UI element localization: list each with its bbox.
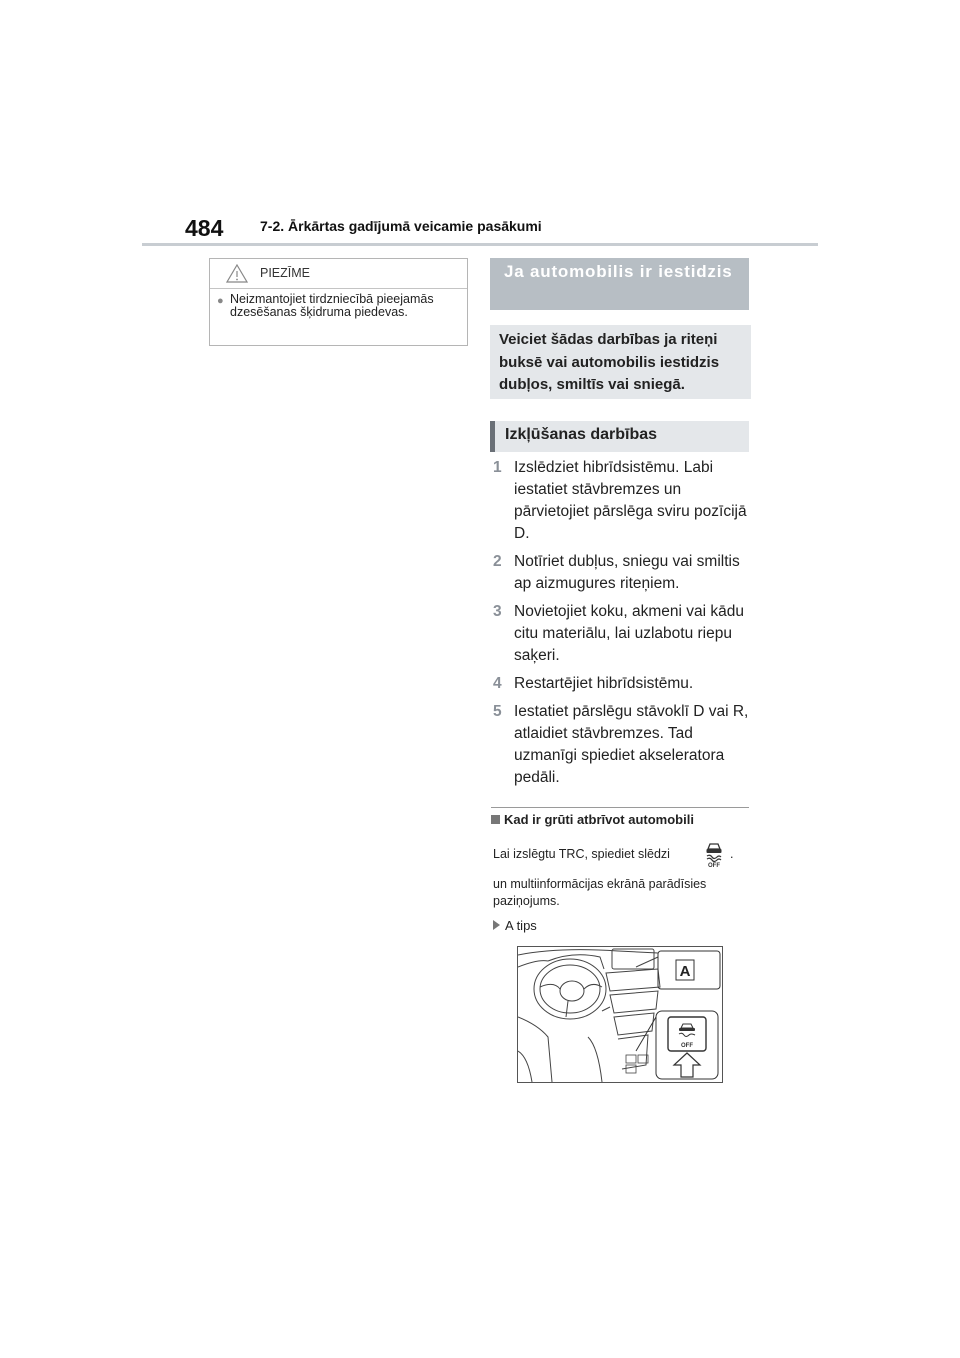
tip-line-1: Lai izslēgtu TRC, spiediet slēdzi bbox=[493, 847, 670, 861]
note-header bbox=[210, 259, 467, 289]
section-banner bbox=[490, 258, 749, 310]
header-divider bbox=[142, 243, 818, 246]
subheading-accent bbox=[490, 421, 495, 452]
triangle-bullet-icon bbox=[493, 920, 500, 930]
page-number: 484 bbox=[185, 215, 224, 241]
step-2 bbox=[493, 551, 753, 595]
step-number: 1 bbox=[493, 459, 502, 476]
switch-label: OFF bbox=[681, 1043, 693, 1049]
tip-divider bbox=[491, 807, 749, 808]
dashboard-illustration bbox=[517, 946, 723, 1083]
tip-period: . bbox=[730, 847, 734, 861]
step-5 bbox=[493, 701, 753, 789]
step-number: 2 bbox=[493, 553, 502, 570]
info-text: Veiciet šādas darbības ja riteņi buksē vai automobilis iestidzis dubļos, smiltīs vai sniegā. bbox=[499, 331, 720, 393]
step-text: Iestatiet pārslēgu stāvoklī D vai R, atlaidiet stāvbremzes. Tad uzmanīgi spiediet akseleratora pedāli. bbox=[514, 703, 749, 786]
step-1 bbox=[493, 457, 753, 545]
info-box bbox=[490, 325, 751, 399]
arrow-up-icon bbox=[674, 1053, 700, 1077]
tip-line-2: un multiinformācijas ekrānā parādīsies paziņojums. bbox=[493, 877, 707, 908]
step-text: Notīriet dubļus, sniegu vai smiltis ap aizmugures riteņiem. bbox=[514, 553, 740, 592]
step-text: Novietojiet koku, akmeni vai kādu citu materiālu, lai uzlabotu riepu saķeri. bbox=[514, 603, 745, 664]
trc-off-icon bbox=[703, 840, 725, 868]
step-text: Restartējiet hibrīdsistēmu. bbox=[514, 675, 694, 692]
tip-heading-text: Kad ir grūti atbrīvot automobili bbox=[504, 812, 694, 827]
bullet-icon: ● bbox=[217, 295, 224, 307]
step-3 bbox=[493, 601, 753, 667]
svg-text:OFF: OFF bbox=[708, 863, 720, 868]
subheading-text: Izkļūšanas darbības bbox=[505, 426, 658, 443]
trc-off-switch-icon bbox=[679, 1024, 695, 1049]
tip-heading bbox=[491, 812, 694, 827]
step-number: 5 bbox=[493, 703, 502, 720]
step-number: 4 bbox=[493, 675, 502, 692]
square-bullet-icon bbox=[491, 815, 500, 824]
banner-title: Ja automobilis ir iestidzis bbox=[504, 262, 733, 281]
subheading bbox=[490, 421, 749, 452]
dashboard-drawing bbox=[518, 947, 722, 1082]
step-text: Izslēdziet hibrīdsistēmu. Labi iestatiet stāvbremzes un pārvietojiet pārslēga sviru pozīcijā D. bbox=[514, 459, 747, 542]
note-text: Neizmantojiet tirdzniecībā pieejamās dzesēšanas šķidruma piedevas. bbox=[230, 292, 434, 319]
tip-subheading-text: A tips bbox=[505, 918, 537, 933]
note-title: PIEZĪME bbox=[260, 266, 311, 280]
step-4 bbox=[493, 673, 753, 695]
section-title: 7-2. Ārkārtas gadījumā veicamie pasākumi bbox=[260, 218, 542, 234]
tip-subheading bbox=[493, 918, 537, 933]
step-number: 3 bbox=[493, 603, 502, 620]
note-box bbox=[209, 258, 468, 346]
warning-triangle-icon bbox=[226, 264, 248, 283]
illustration-label: A bbox=[679, 963, 691, 980]
